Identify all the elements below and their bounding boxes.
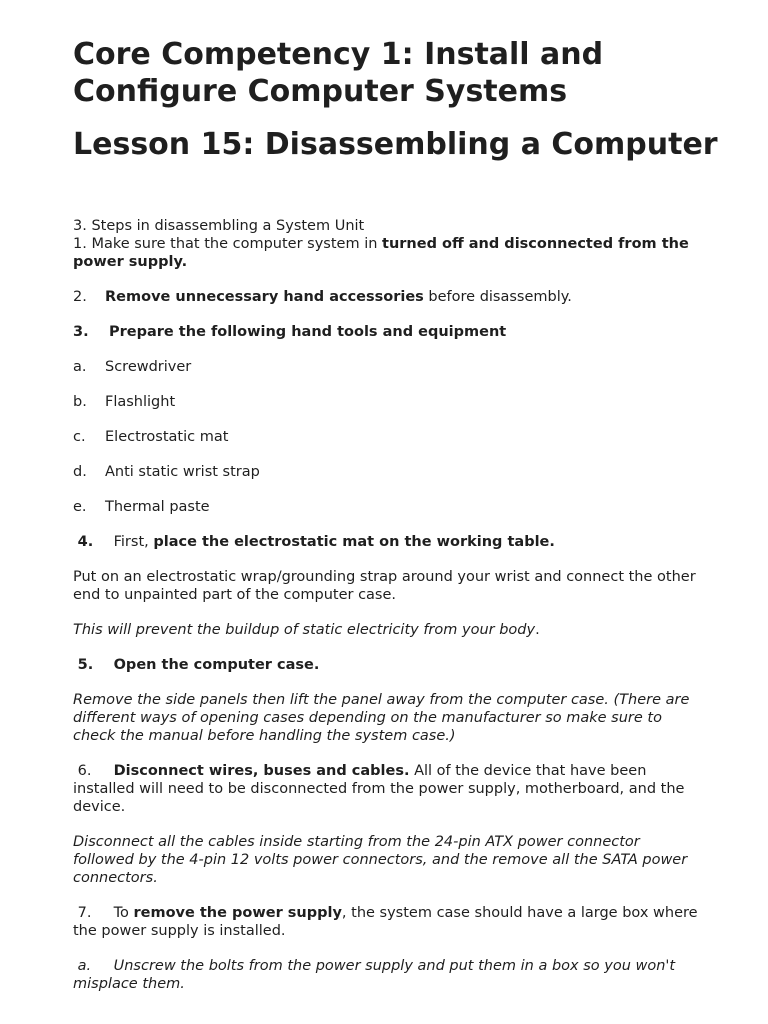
step-6 (73, 762, 698, 816)
step-7-sub-letter: a. (77, 958, 92, 974)
step-6-note (73, 833, 698, 887)
document-body (73, 217, 698, 993)
step-2-number: 2. (73, 289, 87, 305)
step-5-note (73, 691, 698, 745)
step-7-bold: remove the power supply (133, 905, 342, 921)
tool-label: Screwdriver (105, 359, 192, 375)
tool-letter: e. (73, 499, 87, 515)
tool-label: Anti static wrist strap (105, 464, 260, 480)
step-6-number: 6. (77, 763, 92, 779)
tool-item (73, 463, 698, 481)
tool-item (73, 393, 698, 411)
step-4-note-text: This will prevent the buildup of static electricity from your body (73, 622, 536, 638)
tool-label: Thermal paste (105, 499, 210, 515)
step-5-bold: Open the computer case. (113, 657, 320, 673)
step-4-note-end: . (535, 622, 540, 638)
step-1 (73, 235, 698, 271)
tool-letter: c. (73, 429, 86, 445)
tool-item (73, 498, 698, 516)
step-2 (73, 288, 698, 306)
page-title: Core Competency 1: Install and Configure Computer Systems (73, 37, 604, 109)
step-6-text: All of the device that have been installed will need to be disconnected from the power supply, motherboard, and the device. (73, 763, 685, 815)
tool-label: Flashlight (105, 394, 176, 410)
step-5-note-text: Remove the side panels then lift the panel away from the computer case. (There are different ways of opening cases depending on the manufacturer so make sure to check the manual before handling the system case.) (73, 692, 690, 744)
step-2-bold: Remove unnecessary hand accessories (105, 289, 424, 305)
step-3-number: 3. (73, 324, 89, 340)
step-4-note (73, 621, 698, 639)
step-6-bold: Disconnect wires, buses and cables. (113, 763, 410, 779)
step-4-number: 4. (77, 534, 94, 550)
step-7-sub (73, 957, 698, 993)
tool-label: Electrostatic mat (105, 429, 229, 445)
tool-letter: b. (73, 394, 87, 410)
step-1-text: 1. Make sure that the computer system in (73, 236, 383, 252)
step-7 (73, 904, 698, 940)
intro-line: 3. Steps in disassembling a System Unit (73, 218, 365, 234)
step-5 (73, 656, 698, 674)
step-7-sub-note: Unscrew the bolts from the power supply and put them in a box so you won't misplace them. (73, 958, 676, 992)
tool-item (73, 428, 698, 446)
step-5-number: 5. (77, 657, 94, 673)
step-4-paragraph: Put on an electrostatic wrap/grounding strap around your wrist and connect the other end to unpainted part of the computer case. (73, 569, 696, 603)
step-7-text-after: , the system case should have a large box where the power supply is installed. (73, 905, 698, 939)
step-6-note-text: Disconnect all the cables inside starting from the 24-pin ATX power connector followed by the 4-pin 12 volts power connectors, and the remove all the SATA power connectors. (73, 834, 688, 886)
tool-letter: d. (73, 464, 87, 480)
tool-letter: a. (73, 359, 87, 375)
step-7-number: 7. (77, 905, 92, 921)
tool-item (73, 358, 698, 376)
step-4-text: First, (113, 534, 154, 550)
step-3-bold: Prepare the following hand tools and equipment (109, 324, 507, 340)
step-2-text: before disassembly. (423, 289, 572, 305)
step-3 (73, 323, 698, 341)
step-4 (73, 533, 698, 551)
step-7-text-before: To (113, 905, 134, 921)
step-1-bold: turned off and disconnected from the power supply. (73, 236, 689, 270)
step-4-bold: place the electrostatic mat on the working table. (153, 534, 555, 550)
lesson-title: Lesson 15: Disassembling a Computer (73, 127, 718, 162)
